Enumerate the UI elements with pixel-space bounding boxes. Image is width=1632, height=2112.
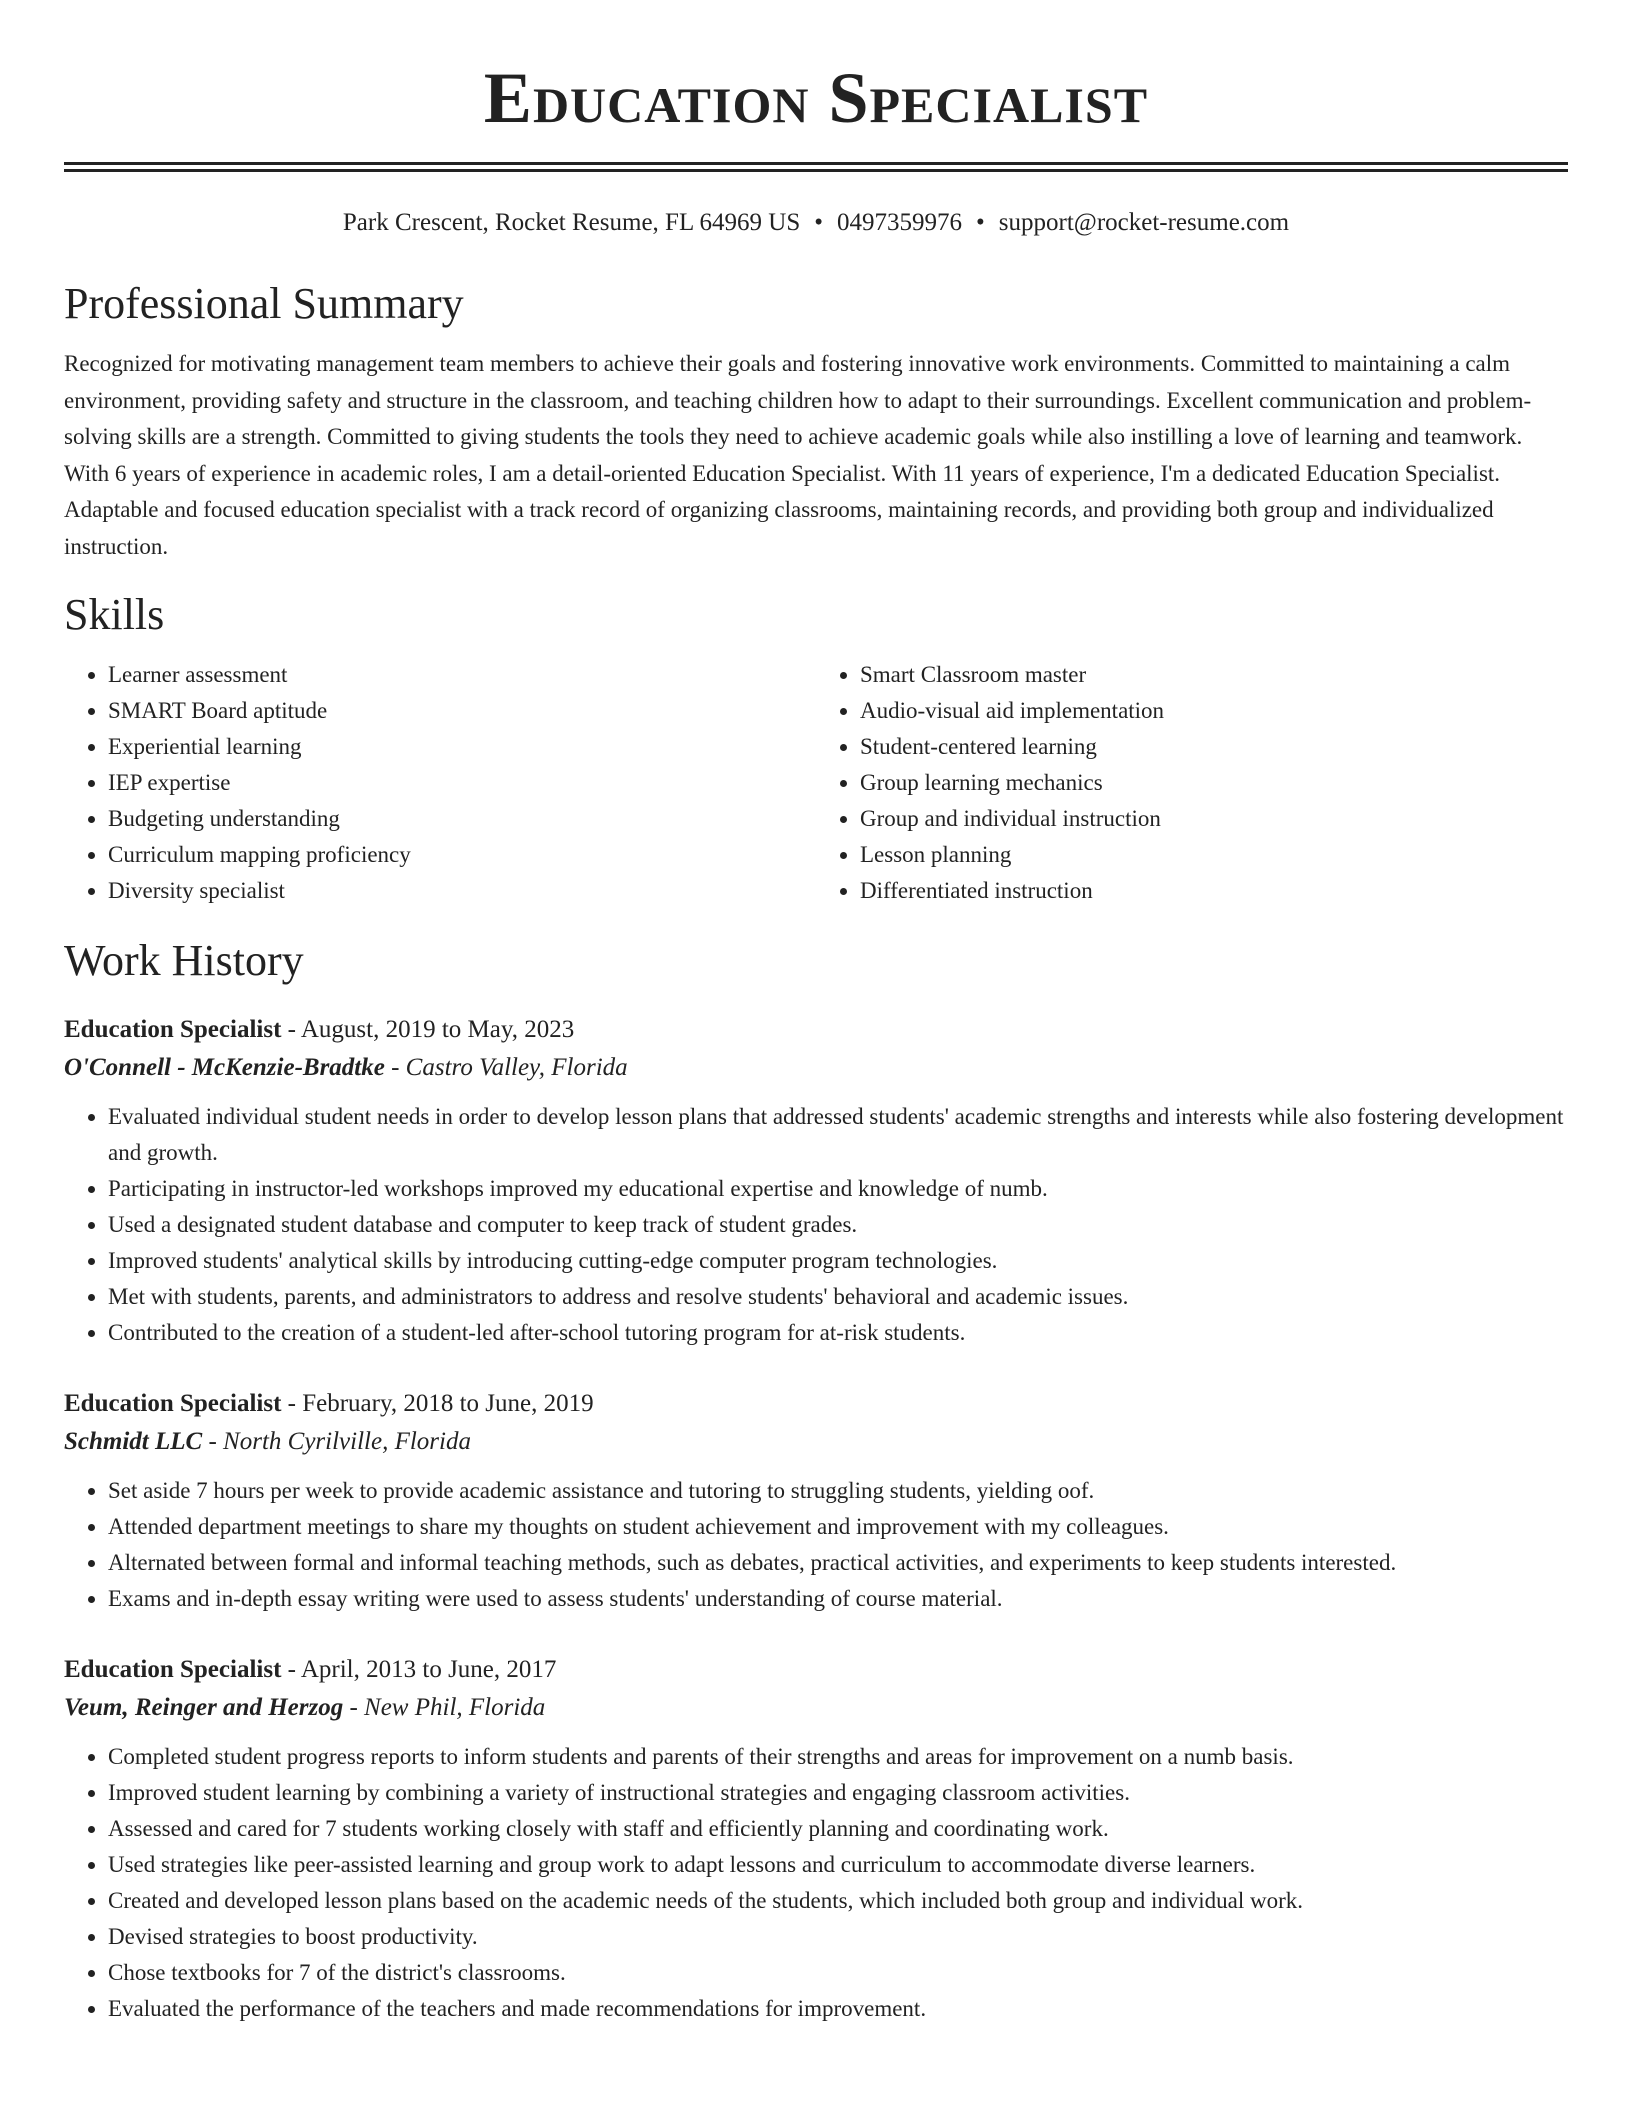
job-bullet: • Improved students' analytical skills by introducing cutting-edge computer program technologies. bbox=[108, 1243, 1568, 1279]
work-history-heading: Work History bbox=[64, 936, 304, 985]
job-role: Education Specialist bbox=[64, 1016, 282, 1043]
contact-line bbox=[64, 206, 1568, 240]
skill-item: • Differentiated instruction bbox=[860, 873, 1568, 909]
skill-item: • Budgeting understanding bbox=[108, 801, 816, 837]
skill-item: • Group and individual instruction bbox=[860, 801, 1568, 837]
job-bullet: • Evaluated the performance of the teachers and made recommendations for improvement. bbox=[108, 1991, 1568, 2027]
job-entry bbox=[64, 1385, 1568, 1617]
skill-item: • Learner assessment bbox=[108, 657, 816, 693]
job-bullets bbox=[64, 1739, 1568, 2027]
skills-heading: Skills bbox=[64, 590, 165, 639]
resume-name: Education Specialist bbox=[483, 58, 1149, 138]
contact-separator: • bbox=[814, 209, 824, 236]
job-company: Schmidt LLC bbox=[64, 1428, 203, 1455]
job-dash: - bbox=[202, 1428, 224, 1455]
job-bullet: • Participating in instructor-led workshops improved my educational expertise and knowledge of numb. bbox=[108, 1171, 1568, 1207]
job-dates: April, 2013 to June, 2017 bbox=[300, 1656, 557, 1683]
employer-line bbox=[64, 1689, 1568, 1727]
job-dates: February, 2018 to June, 2019 bbox=[302, 1390, 594, 1417]
skills-list-right bbox=[816, 657, 1568, 909]
job-location: New Phil, Florida bbox=[364, 1694, 546, 1721]
skill-item: • Audio-visual aid implementation bbox=[860, 693, 1568, 729]
job-bullet: • Completed student progress reports to inform students and parents of their strengths and areas for improvement on a numb basis. bbox=[108, 1739, 1568, 1775]
employer-line bbox=[64, 1049, 1568, 1087]
job-bullets bbox=[64, 1099, 1568, 1351]
job-bullet: • Alternated between formal and informal teaching methods, such as debates, practical activities, and experiments to keep students interested. bbox=[108, 1545, 1568, 1581]
job-bullet: • Improved student learning by combining a variety of instructional strategies and engaging classroom activities. bbox=[108, 1775, 1568, 1811]
skills-columns bbox=[64, 657, 1568, 909]
job-company: O'Connell - McKenzie-Bradtke bbox=[64, 1054, 385, 1081]
employer-line bbox=[64, 1423, 1568, 1461]
skill-item: • Diversity specialist bbox=[108, 873, 816, 909]
job-dash: - bbox=[281, 1016, 301, 1043]
contact-address: Park Crescent, Rocket Resume, FL 64969 US bbox=[342, 209, 801, 236]
contact-separator: • bbox=[976, 209, 985, 236]
job-bullet: • Contributed to the creation of a student-led after-school tutoring program for at-risk students. bbox=[108, 1315, 1568, 1351]
skill-item: • Curriculum mapping proficiency bbox=[108, 837, 816, 873]
job-bullet: • Met with students, parents, and administrators to address and resolve students' behavioral and academic issues. bbox=[108, 1279, 1568, 1315]
job-bullet: • Devised strategies to boost productivity. bbox=[108, 1919, 1568, 1955]
header-double-rule bbox=[64, 162, 1568, 172]
skill-item: • Experiential learning bbox=[108, 729, 816, 765]
summary-text: Recognized for motivating management team members to achieve their goals and fostering innovative work environments. Committed to maintaining a calm environment, providing safety and structure in the classroom, and teaching children how to adapt to their surroundings. Excellent communication and problem-solving skills are a strength. Committed to giving students the tools they need to achieve academic goals while also instilling a love of learning and teamwork. With 6 years of experience in academic roles, I am a detail-oriented Education Specialist. With 11 years of experience, I'm a dedicated Education Specialist. Adaptable and focused education specialist with a track record of organizing classrooms, maintaining records, and providing both group and individualized instruction. bbox=[64, 351, 1532, 559]
job-dates: August, 2019 to May, 2023 bbox=[300, 1016, 575, 1043]
job-title-line bbox=[64, 1011, 1568, 1049]
job-bullet: • Exams and in-depth essay writing were used to assess students' understanding of course material. bbox=[108, 1581, 1568, 1617]
job-location: North Cyrilville, Florida bbox=[223, 1428, 471, 1455]
skill-item: • IEP expertise bbox=[108, 765, 816, 801]
contact-email: support@rocket-resume.com bbox=[998, 209, 1290, 236]
job-role: Education Specialist bbox=[64, 1656, 282, 1683]
skill-item: • Smart Classroom master bbox=[860, 657, 1568, 693]
job-company: Veum, Reinger and Herzog bbox=[64, 1694, 344, 1721]
job-bullet: • Set aside 7 hours per week to provide academic assistance and tutoring to struggling students, yielding oof. bbox=[108, 1473, 1568, 1509]
job-bullet: • Chose textbooks for 7 of the district's classrooms. bbox=[108, 1955, 1568, 1991]
skill-item: • SMART Board aptitude bbox=[108, 693, 816, 729]
job-entry bbox=[64, 1651, 1568, 2027]
job-location: Castro Valley, Florida bbox=[405, 1054, 628, 1081]
job-bullet: • Used strategies like peer-assisted learning and group work to adapt lessons and curriculum to accommodate diverse learners. bbox=[108, 1847, 1568, 1883]
contact-phone: 0497359976 bbox=[837, 209, 963, 236]
job-role: Education Specialist bbox=[64, 1390, 282, 1417]
job-bullet: • Assessed and cared for 7 students working closely with staff and efficiently planning and coordinating work. bbox=[108, 1811, 1568, 1847]
skill-item: • Lesson planning bbox=[860, 837, 1568, 873]
job-bullets bbox=[64, 1473, 1568, 1617]
job-bullet: • Used a designated student database and computer to keep track of student grades. bbox=[108, 1207, 1568, 1243]
job-bullet: • Attended department meetings to share my thoughts on student achievement and improvement with my colleagues. bbox=[108, 1509, 1568, 1545]
job-bullet: • Created and developed lesson plans based on the academic needs of the students, which included both group and individual work. bbox=[108, 1883, 1568, 1919]
job-dash: - bbox=[281, 1656, 301, 1683]
summary-heading: Professional Summary bbox=[64, 279, 464, 328]
skill-item: • Group learning mechanics bbox=[860, 765, 1568, 801]
job-dash: - bbox=[281, 1390, 303, 1417]
job-dash: - bbox=[343, 1694, 365, 1721]
skills-list-left bbox=[64, 657, 816, 909]
job-dash: - bbox=[384, 1054, 406, 1081]
skill-item: • Student-centered learning bbox=[860, 729, 1568, 765]
job-title-line bbox=[64, 1385, 1568, 1423]
job-title-line bbox=[64, 1651, 1568, 1689]
job-entry bbox=[64, 1011, 1568, 1351]
job-bullet: • Evaluated individual student needs in order to develop lesson plans that addressed students' academic strengths and interests while also fostering development and growth. bbox=[108, 1099, 1568, 1171]
